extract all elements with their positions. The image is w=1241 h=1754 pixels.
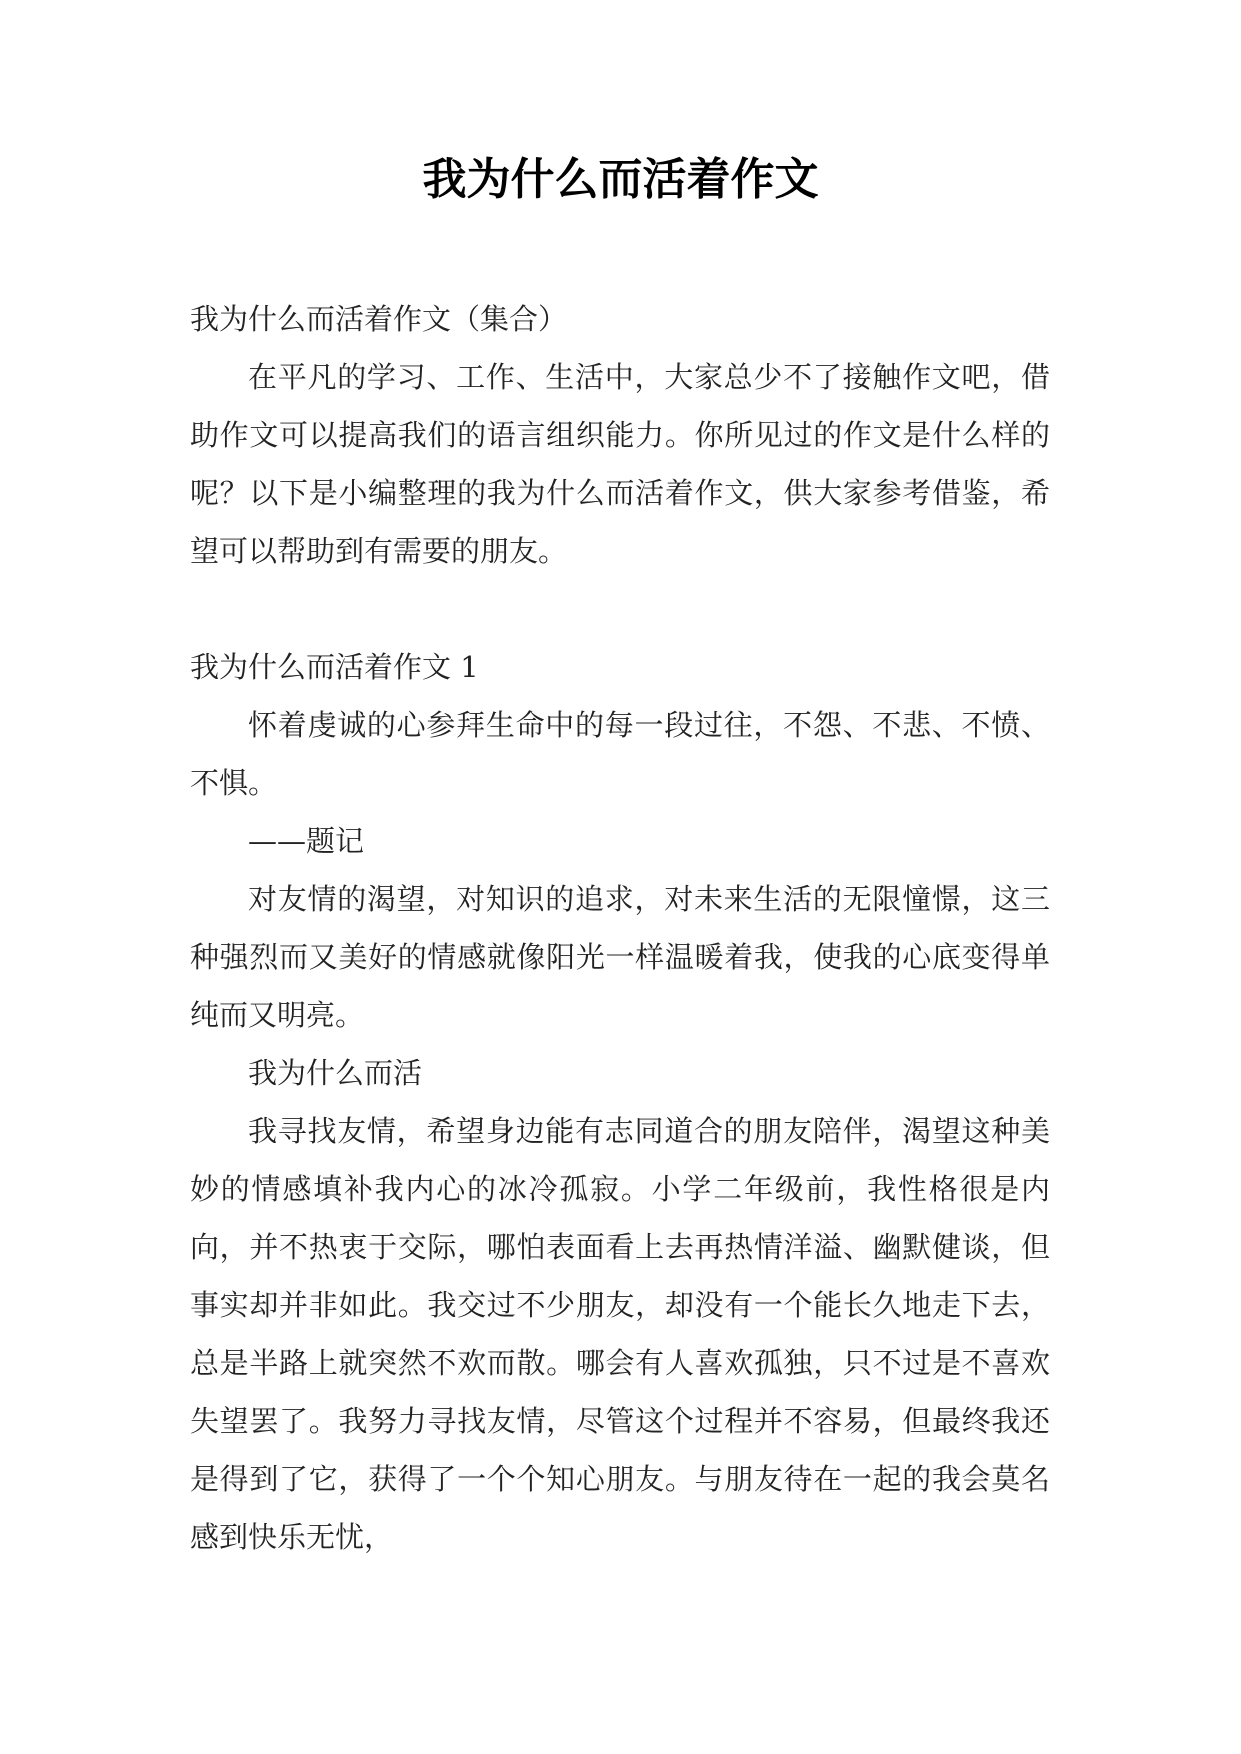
section-heading: 我为什么而活着作文 1 [190,650,479,684]
document-body [190,290,1050,1566]
epigraph-paragraph: 怀着虔诚的心参拜生命中的每一段过往，不怨、不悲、不愤、不惧。 [190,708,1050,800]
subtitle-line: 我为什么而活着作文（集合） [190,302,568,336]
epigraph-attribution: ——题记 [248,824,365,858]
intro-paragraph: 在平凡的学习、工作、生活中，大家总少不了接触作文吧，借助作文可以提高我们的语言组织能力。你所见过的作文是什么样的呢？以下是小编整理的我为什么而活着作文，供大家参考借鉴，希望可以帮助到有需要的朋友。 [190,360,1050,568]
body-paragraph: 我寻找友情，希望身边能有志同道合的朋友陪伴，渴望这种美妙的情感填补我内心的冰冷孤寂。小学二年级前，我性格很是内向，并不热衷于交际，哪怕表面看上去再热情洋溢、幽默健谈，但事实却并非如此。我交过不少朋友，却没有一个能长久地走下去，总是半路上就突然不欢而散。哪会有人喜欢孤独，只不过是不喜欢失望罢了。我努力寻找友情，尽管这个过程并不容易，但最终我还是得到了它，获得了一个个知心朋友。与朋友待在一起的我会莫名感到快乐无忧， [190,1114,1050,1554]
subheading-paragraph: 我为什么而活 [248,1056,423,1090]
document-title: 我为什么而活着作文 [422,154,819,205]
body-paragraph: 对友情的渴望，对知识的追求，对未来生活的无限憧憬，这三种强烈而又美好的情感就像阳光一样温暖着我，使我的心底变得单纯而又明亮。 [190,882,1050,1032]
